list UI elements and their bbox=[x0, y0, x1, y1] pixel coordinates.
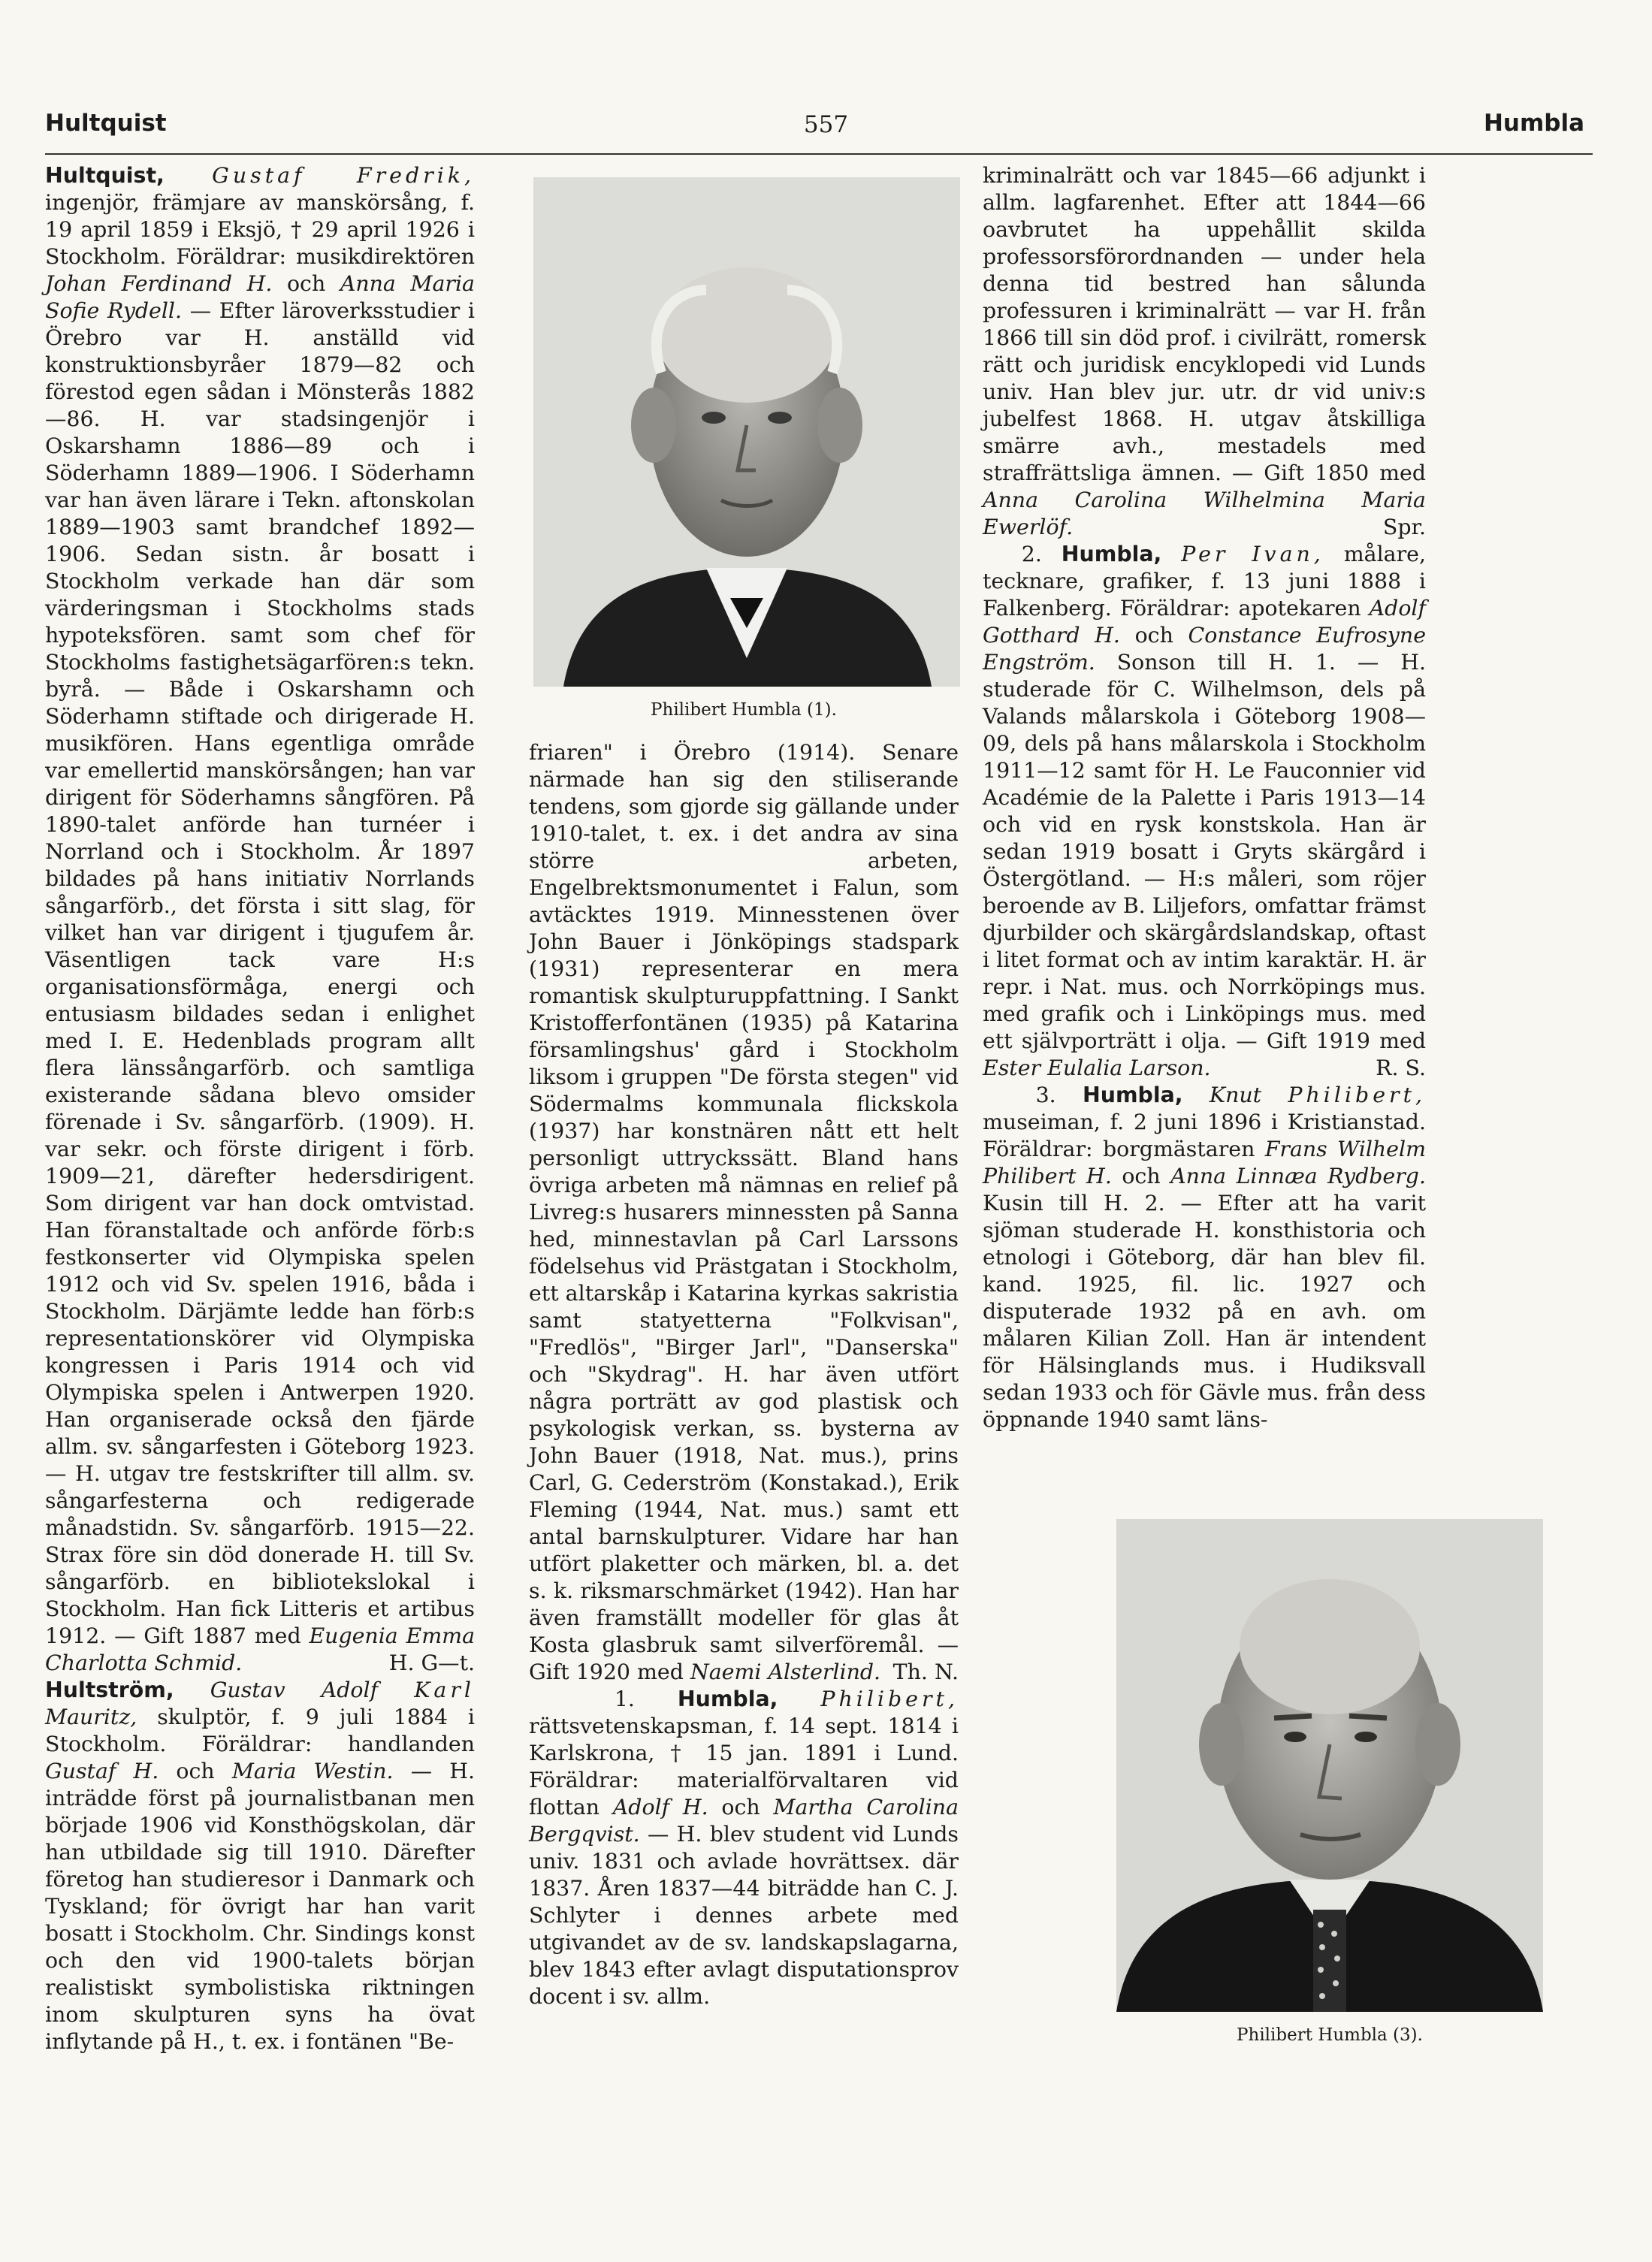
headword: Hultquist, bbox=[45, 163, 165, 188]
entry-humbla-3 bbox=[983, 1082, 1426, 1433]
entry-text: Sonson till H. 1. — H. studerade för C. Wilhelmson, dels på Valands målarskola i Göteborg 1908—09, dels på hans målarskola i Stockholm 1911—12 samt för H. Le Fauconnier vid Académie de la Palette i Paris 1913—14 och vid en rysk konstskola. Han är sedan 1919 bosatt i Gryts skärgård i Östergötland. — H:s måleri, som röjer beroende av B. Liljefors, omfattar främst djurbilder och skärgårdslandskap, oftast i litet format och av intim karaktär. H. är repr. i Nat. mus. och Norrköpings mus. med grafik och i Linköpings mus. med ett självporträtt i olja. — Gift 1919 med bbox=[983, 650, 1426, 1053]
column-2 bbox=[529, 739, 959, 2010]
entry-text: Kusin till H. 2. — Efter att ha varit sjöman studerade H. konsthistoria och etnologi i Göteborg, där han blev fil. kand. 1925, fil. lic. 1927 och disputerade 1932 på en avh. om målaren Kilian Zoll. Han är intendent för Hälsinglands mus. i Hudiksvall sedan 1933 och för Gävle mus. från dess öppnande 1940 samt läns- bbox=[983, 1191, 1426, 1432]
entry-text: kriminalrätt och var 1845—66 adjunkt i allm. lagfarenhet. Efter att 1844—66 oavbrutet ha uppehållit skilda professorsförordnanden — under hela denna tid bestred han sålunda professuren i kriminalrätt — var H. från 1866 till sin död prof. i civilrätt, romersk rätt och juridisk encyklopedi vid Lunds univ. Han blev jur. utr. dr vid univ:s jubelfest 1868. H. utgav åtskilliga smärre avh., mestadels med straffrättsliga ämnen. — Gift 1850 med bbox=[983, 163, 1426, 485]
author-signature: H. G—t. bbox=[388, 1650, 475, 1675]
given-name: Mauritz, bbox=[45, 1705, 137, 1729]
entry-text: — H. inträdde först på journalistbanan men började 1906 vid Konsthögskolan, där han utbildade sig till 1910. Därefter företog han studieresor i Danmark och Tyskland; för övrigt har han varit bosatt i Stockholm. Chr. Sindings konst och den vid 1900-talets början realistiskt symbolistiska riktningen inom skulpturen syns ha övat inflytande på H., t. ex. i fontänen "Be- bbox=[45, 1759, 476, 2054]
portrait-illustration bbox=[1116, 1519, 1543, 2012]
entry-text: målare, tecknare, grafiker, f. 13 juni 1888 i Falkenberg. Föräldrar: apotekaren bbox=[983, 542, 1426, 621]
entry-text: — Efter läroverksstudier i Örebro var H. anställd vid konstruktionsbyråer 1879—82 och förestod egen sådan i Mönsterås 1882—86. H. var stadsingenjör i Oskarshamn 1886—89 och i Söderhamn 1889—1906. I Söderhamn var han även lärare i Tekn. aftonskolan 1889—1903 samt brandchef 1892—1906. Sedan sistn. år bosatt i Stockholm verkade han där som värderingsman i Stockholms stads hypoteksfören. samt som chef för Stockholms fastighetsägarfören:s tekn. byrå. — Både i Oskarshamn och Söderhamn stiftade och dirigerade H. musikfören. Hans egentliga område var emellertid manskörsången; han var dirigent för Söderhamns sångfören. På 1890-talet anförde han turnéer i Norrland och i Stockholm. År 1897 bildades på hans initiativ Norrlands sångarförb., det första i sitt slag, för vilket han var dirigent i tjugufem år. Väsentligen tack vare H:s organisationsförmåga, energi och entusiasm bildades sedan i enlighet med I. E. Hedenblads program allt flera länssångarförb. och samtliga existerande sådana blevo omsider förenade i Sv. sångarförb. (1909). H. var sekr. och förste dirigent i förb. 1909—21, därefter hedersdirigent. Som dirigent var han dock omtvistad. Han föranstaltade och anförde förb:s festkonserter vid Olympiska spelen 1912 och vid Sv. spelen 1916, båda i Stockholm. Därjämte ledde han förb:s representationskörer vid Olympiska kongressen i Paris 1914 och vid Olympiska spelen i Antwerpen 1920. Han organiserade också den fjärde allm. sv. sångarfesten i Göteborg 1923. — H. utgav tre festskrifter till allm. sv. sångarfesterna och redigerade månadstidn. Sv. sångarförb. 1915—22. Strax före sin död donerade H. till Sv. sångarförb. en bibliotekslokal i Stockholm. Han fick Litteris et artibus 1912. — Gift 1887 med bbox=[45, 298, 475, 1648]
entry-number: 1. bbox=[614, 1687, 678, 1711]
entry-number: 3. bbox=[1035, 1083, 1083, 1107]
given-name: Gustav Adolf bbox=[210, 1678, 379, 1702]
page-number: 557 bbox=[803, 111, 849, 138]
parent-name: Maria Westin. bbox=[231, 1759, 394, 1783]
given-name: Knut bbox=[1209, 1083, 1262, 1107]
entry-text: — H. blev student vid Lunds univ. 1831 och avlade hovrättsex. där 1837. Åren 1837—44 biträdde han C. J. Schlyter i dennes arbete med utgivandet av de sv. landskapslagarna, blev 1843 efter avlagt disputationsprov docent i sv. allm. bbox=[529, 1822, 959, 2009]
running-header-left: Hultquist bbox=[45, 110, 167, 137]
portrait-photo-philibert-humbla-3 bbox=[1116, 1519, 1543, 2012]
spouse-name: Eugenia Emma Charlotta Schmid. bbox=[45, 1623, 475, 1675]
given-name: Gustaf Fredrik, bbox=[212, 163, 476, 188]
portrait-photo-philibert-humbla-1 bbox=[533, 177, 960, 687]
headword: Hultström, bbox=[45, 1678, 174, 1702]
running-header-right: Humbla bbox=[1483, 110, 1584, 137]
conjunction: och bbox=[708, 1795, 774, 1820]
author-signature: R. S. bbox=[1376, 1055, 1426, 1080]
entry-humbla-2 bbox=[983, 541, 1426, 1082]
parent-name: Constance Eufrosyne Engström. bbox=[983, 623, 1426, 675]
entry-hultquist bbox=[45, 162, 475, 1677]
parent-name: Martha Carolina Bergqvist. bbox=[529, 1795, 959, 1847]
entry-text: ingenjör, främjare av manskörsång, f. 19 april 1859 i Eksjö, † 29 april 1926 i Stockholm. Föräldrar: musikdirektören bbox=[45, 190, 475, 269]
given-name: Karl bbox=[414, 1678, 476, 1702]
entry-text: museiman, f. 2 juni 1896 i Kristianstad. Föräldrar: borgmästaren bbox=[983, 1110, 1426, 1161]
entry-hultstrom bbox=[45, 1677, 475, 2055]
spouse-name: Anna Carolina Wilhelmina Maria Ewerlöf. bbox=[983, 488, 1426, 539]
headword: Humbla, bbox=[677, 1687, 778, 1711]
spouse-name: Naemi Alsterlind. bbox=[690, 1660, 881, 1684]
photo-caption: Philibert Humbla (1). bbox=[651, 700, 837, 720]
spouse-name: Ester Eulalia Larson. bbox=[983, 1055, 1211, 1080]
conjunction: och bbox=[1111, 1164, 1171, 1188]
conjunction: och bbox=[1119, 623, 1188, 648]
header-rule bbox=[45, 153, 1593, 155]
entry-text: rättsvetenskapsman, f. 14 sept. 1814 i Karlskrona, † 15 jan. 1891 i Lund. Föräldrar: materialförvaltaren vid flottan bbox=[529, 1714, 959, 1820]
given-name: Philibert, bbox=[820, 1687, 959, 1711]
parent-name: Gustaf H. bbox=[45, 1759, 159, 1783]
entry-humbla-1-continued bbox=[983, 162, 1426, 541]
author-signature: Th. N. bbox=[892, 1660, 959, 1684]
conjunction: och bbox=[272, 271, 340, 296]
entry-text: friaren" i Örebro (1914). Senare närmade han sig den stiliserande tendens, som gjorde sig gällande under 1910-talet, t. ex. i det andra av sina större arbeten, Engelbrektsmonumentet i Falun, som avtäcktes 1919. Minnesstenen över John Bauer i Jönköpings stadspark (1931) representerar en mera romantisk skulpturuppfattning. I Sankt Kristofferfontänen (1935) på Katarina församlingshus' gård i Stockholm liksom i gruppen "De första stegen" vid Södermalms kommunala flickskola (1937) har konstnären nått ett helt personligt uttryckssätt. Bland hans övriga arbeten må nämnas en relief på Livreg:s husarers minnessten på Sanna hed, minnestavlan på Carl Larssons födelsehus vid Prästgatan i Stockholm, ett altarskåp i Katarina kyrkas sakristia samt statyetterna "Folkvisan", "Fredlös", "Birger Jarl", "Danserska" och "Skydrag". H. har även utfört några porträtt av god plastisk och psykologisk verkan, ss. bysterna av John Bauer (1918, Nat. mus.), prins Carl, G. Cederström (Konstakad.), Erik Fleming (1944, Nat. mus.) samt ett antal barnskulpturer. Vidare har han utfört plaketter och märken, bl. a. det s. k. riksmarschmärket (1942). Han har även framställt modeller för glas åt Kosta glasbruk samt silverföremål. — Gift 1920 med bbox=[529, 740, 959, 1684]
column-3 bbox=[983, 162, 1426, 1433]
parent-name: Adolf Gotthard H. bbox=[983, 596, 1426, 648]
parent-name: Anna Maria Sofie Rydell. bbox=[45, 271, 475, 323]
parent-name: Frans Wilhelm Philibert H. bbox=[983, 1137, 1426, 1188]
entry-humbla-1 bbox=[529, 1686, 959, 2010]
portrait-illustration bbox=[533, 177, 960, 687]
entry-number: 2. bbox=[1021, 542, 1062, 566]
photo-caption: Philibert Humbla (3). bbox=[1237, 2025, 1423, 2045]
given-name: Per Ivan, bbox=[1181, 542, 1324, 566]
entry-hultstrom-continued bbox=[529, 739, 959, 1686]
parent-name: Johan Ferdinand H. bbox=[45, 271, 273, 296]
headword: Humbla, bbox=[1061, 542, 1162, 566]
parent-name: Anna Linnæa Rydberg. bbox=[1170, 1164, 1426, 1188]
author-signature: Spr. bbox=[1382, 515, 1426, 539]
headword: Humbla, bbox=[1083, 1083, 1183, 1107]
column-1 bbox=[45, 162, 475, 2055]
given-name: Philibert, bbox=[1288, 1083, 1426, 1107]
parent-name: Adolf H. bbox=[612, 1795, 708, 1820]
entry-text: skulptör, f. 9 juli 1884 i Stockholm. Föräldrar: handlanden bbox=[45, 1705, 475, 1756]
conjunction: och bbox=[159, 1759, 232, 1783]
